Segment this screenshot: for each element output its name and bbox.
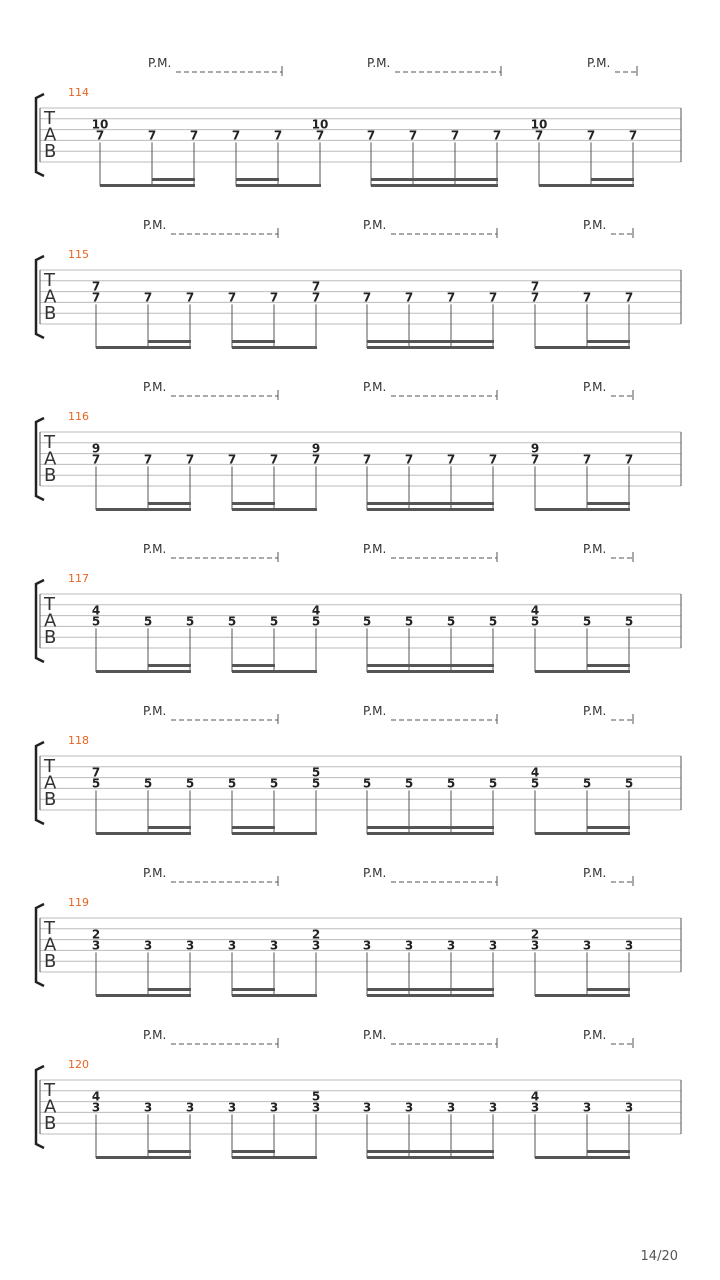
beam-secondary: [148, 502, 191, 505]
beam: [232, 1156, 317, 1159]
fret-number: 3: [446, 1100, 456, 1115]
palm-mute-label: P.M.: [143, 704, 167, 718]
beam: [367, 832, 494, 835]
fret-number-accent: 2: [530, 927, 540, 942]
fret-number-accent: 10: [530, 117, 548, 132]
fret-number: 7: [446, 290, 456, 305]
tab-clef-letter: A: [44, 1096, 57, 1118]
beam-secondary: [232, 340, 275, 343]
fret-number: 7: [269, 290, 279, 305]
beam: [232, 832, 317, 835]
fret-number: 3: [269, 1100, 279, 1115]
tab-clef-letter: A: [44, 934, 57, 956]
measure-number: 119: [68, 896, 89, 909]
fret-number: 7: [534, 128, 544, 143]
beam-secondary: [367, 1150, 494, 1153]
beam: [232, 346, 317, 349]
palm-mute-label: P.M.: [148, 56, 172, 70]
measure-number: 114: [68, 86, 89, 99]
beam-secondary: [236, 178, 279, 181]
palm-mute-label: P.M.: [363, 542, 387, 556]
fret-number: 3: [143, 938, 153, 953]
beam-secondary: [367, 340, 494, 343]
fret-number: 3: [311, 938, 321, 953]
fret-number: 5: [446, 614, 456, 629]
tab-clef-letter: T: [44, 270, 55, 291]
fret-number: 7: [231, 128, 241, 143]
palm-mute-label: P.M.: [583, 704, 607, 718]
fret-number: 5: [143, 614, 153, 629]
fret-number-accent: 4: [311, 603, 321, 618]
beam-secondary: [587, 502, 630, 505]
fret-number: 5: [227, 776, 237, 791]
beam-secondary: [232, 664, 275, 667]
fret-number: 5: [582, 614, 592, 629]
tab-system: [36, 866, 681, 997]
fret-number: 3: [91, 938, 101, 953]
beam: [535, 832, 630, 835]
fret-number: 5: [311, 776, 321, 791]
fret-number: 5: [185, 776, 195, 791]
fret-number: 5: [91, 614, 101, 629]
fret-number: 7: [95, 128, 105, 143]
fret-number-accent: 9: [311, 441, 321, 456]
palm-mute-label: P.M.: [363, 704, 387, 718]
fret-number-accent: 7: [91, 765, 101, 780]
beam-secondary: [148, 664, 191, 667]
fret-number: 7: [143, 290, 153, 305]
tab-clef-letter: T: [44, 756, 55, 777]
fret-number: 3: [488, 1100, 498, 1115]
fret-number: 7: [91, 290, 101, 305]
fret-number: 5: [446, 776, 456, 791]
beam-secondary: [232, 988, 275, 991]
fret-number-accent: 4: [530, 1089, 540, 1104]
tab-clef-letter: B: [44, 789, 57, 810]
fret-number: 3: [530, 938, 540, 953]
measure-number: 115: [68, 248, 89, 261]
tab-clef-letter: B: [44, 303, 57, 324]
measure-number: 120: [68, 1058, 89, 1071]
beam: [96, 1156, 191, 1159]
fret-number: 7: [227, 452, 237, 467]
fret-number: 7: [185, 290, 195, 305]
fret-number: 5: [530, 776, 540, 791]
tab-system: [36, 380, 681, 511]
beam-secondary: [232, 502, 275, 505]
fret-number-accent: 2: [91, 927, 101, 942]
fret-number: 7: [624, 452, 634, 467]
tab-clef-letter: A: [44, 448, 57, 470]
palm-mute-label: P.M.: [143, 542, 167, 556]
palm-mute-label: P.M.: [143, 218, 167, 232]
tab-system: [36, 542, 681, 673]
beam: [232, 670, 317, 673]
beam: [535, 346, 630, 349]
palm-mute-label: P.M.: [363, 218, 387, 232]
fret-number: 7: [269, 452, 279, 467]
fret-number: 7: [582, 290, 592, 305]
beam-secondary: [367, 664, 494, 667]
palm-mute-label: P.M.: [143, 866, 167, 880]
beam-secondary: [587, 1150, 630, 1153]
palm-mute-label: P.M.: [143, 1028, 167, 1042]
beam-secondary: [587, 826, 630, 829]
fret-number-accent: 7: [530, 279, 540, 294]
beam-secondary: [367, 502, 494, 505]
fret-number: 7: [273, 128, 283, 143]
fret-number: 3: [582, 1100, 592, 1115]
fret-number: 7: [450, 128, 460, 143]
tab-system: [36, 56, 681, 187]
fret-number: 3: [143, 1100, 153, 1115]
fret-number: 7: [488, 290, 498, 305]
measure-number: 117: [68, 572, 89, 585]
fret-number: 7: [404, 452, 414, 467]
fret-number: 7: [530, 452, 540, 467]
fret-number: 3: [185, 938, 195, 953]
tab-clef-letter: A: [44, 286, 57, 308]
beam-secondary: [148, 826, 191, 829]
tab-clef-letter: T: [44, 594, 55, 615]
beam-secondary: [152, 178, 195, 181]
fret-number-accent: 4: [91, 1089, 101, 1104]
fret-number: 3: [624, 938, 634, 953]
beam-secondary: [371, 178, 498, 181]
fret-number: 7: [408, 128, 418, 143]
fret-number: 7: [147, 128, 157, 143]
tab-clef-letter: B: [44, 1113, 57, 1134]
fret-number: 7: [488, 452, 498, 467]
fret-number: 3: [530, 1100, 540, 1115]
palm-mute-label: P.M.: [143, 380, 167, 394]
tab-clef-letter: T: [44, 108, 55, 129]
beam: [232, 508, 317, 511]
beam: [367, 670, 494, 673]
beam: [232, 994, 317, 997]
fret-number: 3: [269, 938, 279, 953]
tab-system: [36, 1028, 681, 1159]
fret-number: 3: [227, 1100, 237, 1115]
fret-number: 3: [227, 938, 237, 953]
fret-number-accent: 9: [91, 441, 101, 456]
fret-number: 5: [488, 614, 498, 629]
fret-number: 5: [269, 776, 279, 791]
palm-mute-label: P.M.: [363, 1028, 387, 1042]
fret-number: 7: [185, 452, 195, 467]
beam-secondary: [367, 988, 494, 991]
fret-number: 3: [91, 1100, 101, 1115]
page-number: 14/20: [640, 1249, 678, 1264]
palm-mute-label: P.M.: [583, 1028, 607, 1042]
palm-mute-label: P.M.: [363, 380, 387, 394]
tab-clef-letter: A: [44, 610, 57, 632]
beam-secondary: [587, 664, 630, 667]
palm-mute-label: P.M.: [583, 866, 607, 880]
fret-number: 7: [446, 452, 456, 467]
fret-number: 3: [446, 938, 456, 953]
fret-number-accent: 5: [311, 1089, 321, 1104]
tab-clef-letter: T: [44, 1080, 55, 1101]
beam-secondary: [587, 988, 630, 991]
fret-number: 3: [362, 938, 372, 953]
fret-number: 7: [628, 128, 638, 143]
beam-secondary: [591, 178, 634, 181]
fret-number-accent: 2: [311, 927, 321, 942]
fret-number: 3: [185, 1100, 195, 1115]
beam: [100, 184, 195, 187]
beam: [367, 508, 494, 511]
tab-system: [36, 704, 681, 835]
palm-mute-label: P.M.: [363, 866, 387, 880]
tab-system: [36, 218, 681, 349]
beam-secondary: [148, 340, 191, 343]
fret-number: 7: [311, 290, 321, 305]
fret-number: 7: [143, 452, 153, 467]
fret-number: 5: [227, 614, 237, 629]
fret-number: 3: [582, 938, 592, 953]
beam: [96, 832, 191, 835]
tab-clef-letter: B: [44, 141, 57, 162]
fret-number: 5: [488, 776, 498, 791]
beam: [96, 670, 191, 673]
beam: [367, 1156, 494, 1159]
fret-number-accent: 10: [91, 117, 109, 132]
beam-secondary: [148, 1150, 191, 1153]
measure-number: 116: [68, 410, 89, 423]
fret-number: 7: [227, 290, 237, 305]
measure-number: 118: [68, 734, 89, 747]
beam: [535, 508, 630, 511]
beam: [535, 994, 630, 997]
fret-number: 7: [91, 452, 101, 467]
fret-number: 5: [582, 776, 592, 791]
fret-number: 7: [189, 128, 199, 143]
fret-number: 7: [362, 290, 372, 305]
fret-number: 5: [624, 776, 634, 791]
fret-number: 5: [311, 614, 321, 629]
fret-number: 7: [586, 128, 596, 143]
beam: [236, 184, 321, 187]
fret-number-accent: 10: [311, 117, 329, 132]
fret-number: 5: [185, 614, 195, 629]
tab-clef-letter: A: [44, 124, 57, 146]
fret-number: 5: [269, 614, 279, 629]
fret-number: 7: [530, 290, 540, 305]
beam: [371, 184, 498, 187]
beam: [535, 670, 630, 673]
fret-number-accent: 4: [530, 765, 540, 780]
fret-number-accent: 4: [530, 603, 540, 618]
fret-number: 7: [624, 290, 634, 305]
palm-mute-label: P.M.: [367, 56, 391, 70]
tab-clef-letter: B: [44, 465, 57, 486]
beam-secondary: [367, 826, 494, 829]
fret-number: 5: [404, 776, 414, 791]
fret-number: 3: [488, 938, 498, 953]
palm-mute-label: P.M.: [587, 56, 611, 70]
fret-number: 7: [366, 128, 376, 143]
fret-number: 5: [530, 614, 540, 629]
fret-number-accent: 5: [311, 765, 321, 780]
fret-number: 5: [362, 614, 372, 629]
fret-number: 5: [624, 614, 634, 629]
fret-number: 3: [624, 1100, 634, 1115]
fret-number: 7: [315, 128, 325, 143]
tab-clef-letter: T: [44, 432, 55, 453]
beam: [367, 994, 494, 997]
fret-number: 7: [362, 452, 372, 467]
beam: [535, 1156, 630, 1159]
fret-number: 3: [311, 1100, 321, 1115]
fret-number: 7: [582, 452, 592, 467]
fret-number: 7: [311, 452, 321, 467]
beam: [96, 508, 191, 511]
fret-number-accent: 4: [91, 603, 101, 618]
beam-secondary: [148, 988, 191, 991]
fret-number: 7: [404, 290, 414, 305]
beam-secondary: [232, 826, 275, 829]
fret-number: 5: [362, 776, 372, 791]
beam: [96, 994, 191, 997]
beam-secondary: [232, 1150, 275, 1153]
beam: [367, 346, 494, 349]
fret-number: 5: [143, 776, 153, 791]
fret-number-accent: 7: [311, 279, 321, 294]
palm-mute-label: P.M.: [583, 542, 607, 556]
tab-clef-letter: T: [44, 918, 55, 939]
tab-clef-letter: A: [44, 772, 57, 794]
fret-number: 5: [404, 614, 414, 629]
fret-number: 3: [404, 1100, 414, 1115]
fret-number-accent: 9: [530, 441, 540, 456]
fret-number-accent: 7: [91, 279, 101, 294]
palm-mute-label: P.M.: [583, 218, 607, 232]
beam: [96, 346, 191, 349]
palm-mute-label: P.M.: [583, 380, 607, 394]
beam: [539, 184, 634, 187]
fret-number: 3: [362, 1100, 372, 1115]
fret-number: 7: [492, 128, 502, 143]
tab-clef-letter: B: [44, 951, 57, 972]
fret-number: 3: [404, 938, 414, 953]
beam-secondary: [587, 340, 630, 343]
tab-clef-letter: B: [44, 627, 57, 648]
fret-number: 5: [91, 776, 101, 791]
